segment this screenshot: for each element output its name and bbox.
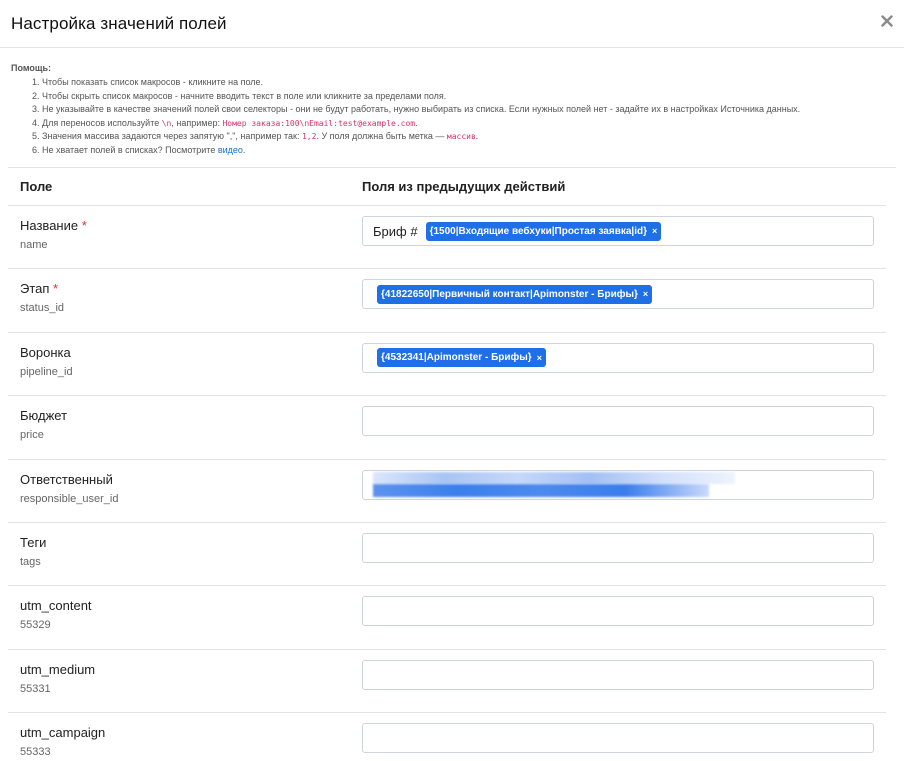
- help-item-number: 6.: [32, 144, 40, 155]
- tag-remove-icon[interactable]: ×: [536, 352, 542, 363]
- name-field[interactable]: [362, 216, 874, 246]
- table-row: [8, 713, 886, 761]
- help-item: [32, 76, 885, 90]
- field-key: price: [20, 429, 44, 442]
- field-label: Ответственный: [20, 471, 113, 487]
- tag-remove-icon[interactable]: ×: [642, 289, 649, 300]
- help-item-number: 2.: [32, 90, 40, 101]
- blurred-tag: [373, 471, 753, 499]
- field-label: Теги: [20, 534, 47, 550]
- field-key: name: [20, 239, 48, 251]
- table-row: [8, 650, 886, 713]
- help-item-number: 3.: [32, 104, 40, 115]
- table-row: [8, 586, 886, 649]
- help-item-text: Значения массива задаются через запятую ",", например так:: [42, 131, 302, 142]
- field-label: Название *: [20, 218, 87, 233]
- table-row: [8, 523, 886, 586]
- table-row: [8, 269, 886, 332]
- utm-content-field[interactable]: [362, 596, 874, 626]
- help-item-text: Чтобы показать список макросов - кликните на поле.: [42, 77, 264, 87]
- table-row: [8, 206, 886, 269]
- macro-tag: {1500|Входящие вебхуки|Простая заявка|id} ×: [426, 222, 662, 241]
- help-section: [8, 48, 896, 168]
- help-item-text: Не указывайте в качестве значений полей свои селекторы - они не будут работать, нужно выбирать из списка. Если нужных полей нет - задайте их в настройках Источника данных.: [42, 104, 801, 115]
- macro-tag: {4532341|Apimonster - Брифы} ×: [377, 348, 546, 367]
- help-item: [32, 144, 885, 158]
- help-item-number: 4.: [32, 117, 40, 128]
- required-marker: *: [53, 281, 59, 297]
- help-item-text: , например:: [171, 117, 223, 128]
- tag-remove-icon[interactable]: ×: [651, 226, 658, 236]
- table-header: [8, 168, 886, 206]
- help-item-number: 5.: [32, 131, 40, 142]
- code-sample: 1,2: [301, 132, 317, 142]
- help-item-text: . У поля должна быть метка —: [316, 131, 447, 142]
- field-key: 55331: [20, 682, 51, 695]
- field-prefix-text: Бриф #: [373, 223, 418, 239]
- code-sample: Номер заказа:100\nEmail:test@example.com: [222, 118, 416, 128]
- field-label: Бюджет: [20, 408, 68, 424]
- column-header-field: Поле: [20, 179, 53, 194]
- field-label: Воронка: [20, 344, 71, 360]
- code-sample: массив: [446, 132, 476, 142]
- responsible-user-field[interactable]: [362, 470, 874, 500]
- tags-field[interactable]: [362, 533, 874, 563]
- help-item: [32, 103, 885, 117]
- help-item: [32, 117, 885, 131]
- field-key: responsible_user_id: [20, 492, 119, 505]
- table-row: [8, 396, 886, 459]
- help-item: [32, 90, 885, 104]
- column-header-previous-fields: Поля из предыдущих действий: [362, 179, 566, 194]
- field-label: utm_medium: [20, 661, 96, 677]
- table-row: [8, 333, 886, 396]
- field-key: status_id: [20, 302, 65, 315]
- help-item-text: .: [415, 117, 418, 128]
- field-key: pipeline_id: [20, 365, 73, 378]
- status-id-field[interactable]: [362, 279, 874, 309]
- close-icon[interactable]: [880, 14, 894, 28]
- help-item-text: .: [475, 131, 479, 142]
- macro-tag: {41822650|Первичный контакт|Apimonster - Брифы} ×: [377, 285, 652, 304]
- pipeline-id-field[interactable]: [362, 343, 874, 373]
- help-item-text: .: [242, 144, 246, 155]
- field-key: tags: [20, 555, 41, 568]
- modal-title: Настройка значений полей: [11, 13, 227, 33]
- utm-medium-field[interactable]: [362, 660, 874, 690]
- field-label: utm_content: [20, 598, 92, 614]
- help-item-number: 1.: [32, 77, 40, 87]
- video-link[interactable]: видео: [217, 144, 243, 155]
- price-field[interactable]: [362, 406, 874, 436]
- code-sample: \n: [161, 118, 172, 128]
- required-marker: *: [81, 218, 87, 233]
- help-title: Помощь:: [11, 63, 52, 73]
- table-row: [8, 460, 886, 523]
- fields-table: [8, 168, 886, 761]
- field-key: 55329: [20, 619, 51, 632]
- help-item-text: Не хватает полей в списках? Посмотрите: [42, 144, 218, 155]
- help-item-text: Для переносов используйте: [42, 117, 162, 128]
- help-item: [32, 130, 885, 144]
- field-label: utm_campaign: [20, 725, 106, 741]
- field-key: 55333: [20, 746, 51, 759]
- utm-campaign-field[interactable]: [362, 723, 874, 753]
- modal-header: [0, 0, 904, 48]
- field-label: Этап *: [20, 281, 59, 297]
- help-list: [11, 76, 885, 158]
- help-item-text: Чтобы скрыть список макросов - начните вводить текст в поле или кликните за пределами поля.: [42, 90, 447, 101]
